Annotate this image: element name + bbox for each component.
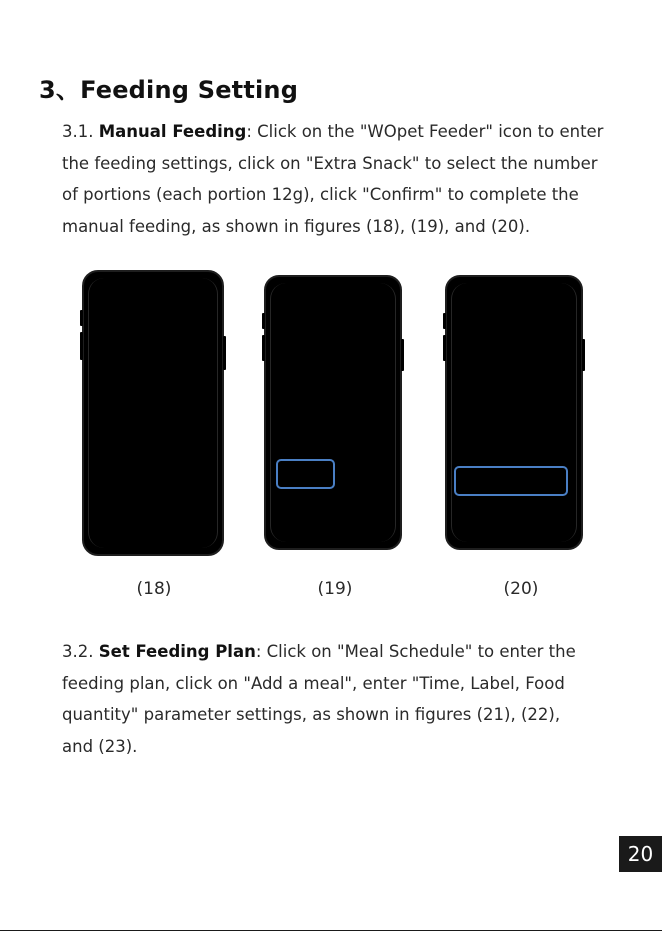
section-number: 3.2. bbox=[62, 642, 94, 661]
bottom-divider bbox=[0, 930, 662, 931]
phone-side-button bbox=[223, 336, 226, 370]
phone-figure-20 bbox=[445, 275, 583, 550]
phone-side-button bbox=[401, 339, 404, 371]
paragraph-line: : Click on "Meal Schedule" to enter the bbox=[255, 642, 576, 661]
section-heading: 3、Feeding Setting bbox=[39, 76, 299, 104]
paragraph-line: manual feeding, as shown in figures (18), (19), and (20). bbox=[62, 216, 531, 236]
confirm-highlight bbox=[454, 466, 568, 496]
phone-side-button bbox=[443, 313, 446, 329]
phone-side-button bbox=[80, 332, 83, 360]
phone-screen bbox=[88, 278, 218, 548]
manual-feeding-paragraph bbox=[62, 116, 642, 242]
section-title: Set Feeding Plan bbox=[98, 642, 256, 661]
phone-figure-19 bbox=[264, 275, 402, 550]
phone-screen bbox=[270, 283, 396, 542]
feeding-plan-paragraph bbox=[62, 636, 642, 762]
paragraph-line: the feeding settings, click on "Extra Snack" to select the number bbox=[62, 153, 598, 173]
figure-caption-19: (19) bbox=[317, 579, 353, 599]
figure-caption-20: (20) bbox=[503, 579, 539, 599]
phone-side-button bbox=[80, 310, 83, 326]
phone-side-button bbox=[443, 335, 446, 361]
phone-figure-18 bbox=[82, 270, 224, 556]
paragraph-line: : Click on the "WOpet Feeder" icon to enter bbox=[246, 122, 604, 141]
page-number-badge: 20 bbox=[619, 836, 662, 872]
paragraph-line: feeding plan, click on "Add a meal", enter "Time, Label, Food bbox=[62, 673, 565, 693]
phone-screen bbox=[451, 283, 577, 542]
extra-snack-highlight bbox=[276, 459, 335, 489]
paragraph-line: and (23). bbox=[62, 736, 138, 756]
phone-side-button bbox=[262, 313, 265, 329]
paragraph-line: quantity" parameter settings, as shown in figures (21), (22), bbox=[62, 705, 561, 724]
section-number: 3.1. bbox=[62, 122, 94, 141]
phone-side-button bbox=[262, 335, 265, 361]
section-title: Manual Feeding bbox=[98, 122, 247, 141]
phone-side-button bbox=[582, 339, 585, 371]
figure-caption-18: (18) bbox=[136, 579, 172, 599]
paragraph-line: of portions (each portion 12g), click "Confirm" to complete the bbox=[62, 185, 579, 204]
